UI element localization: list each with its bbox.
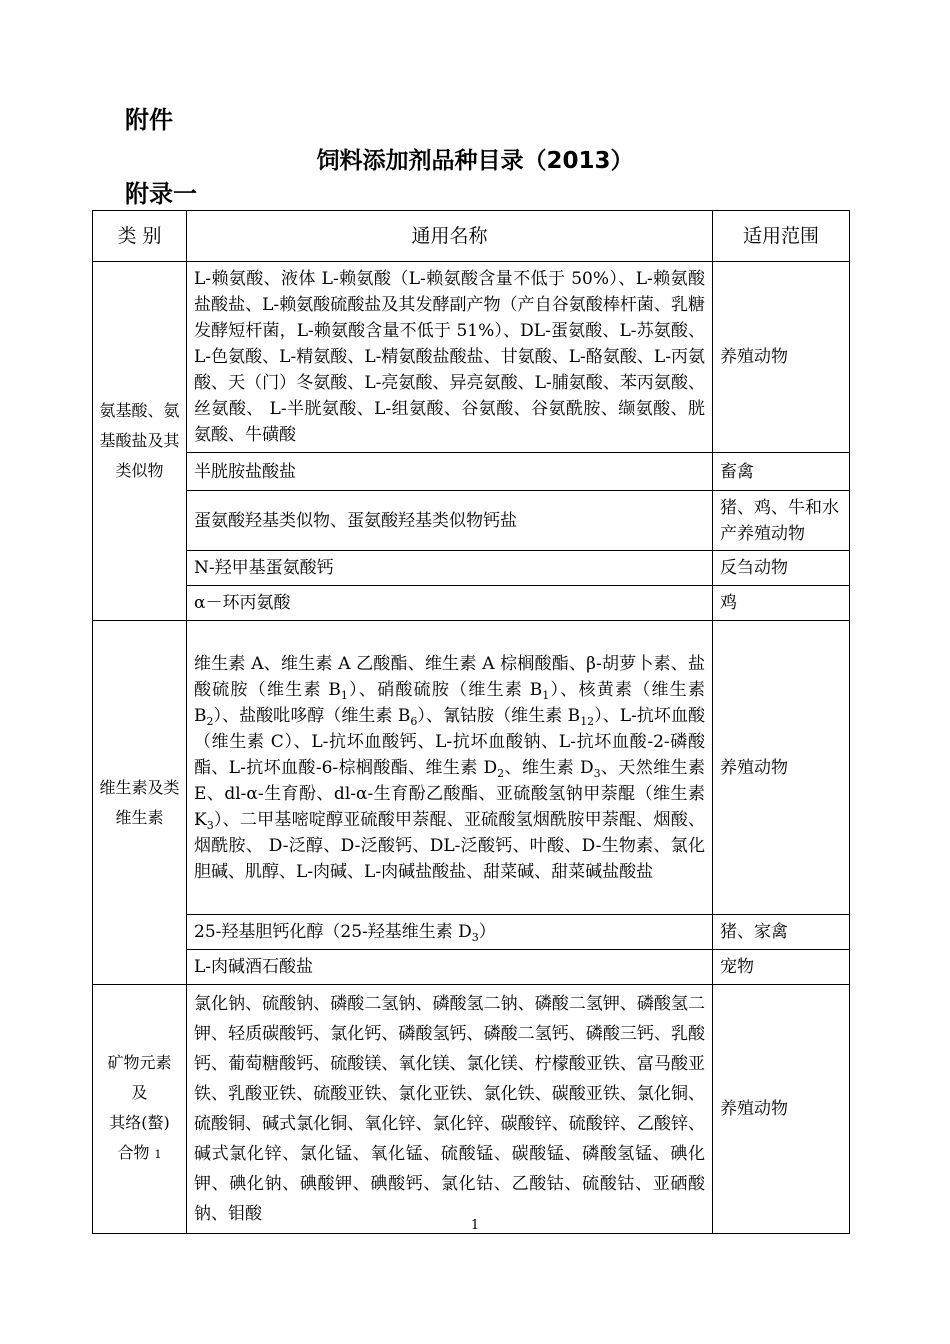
footnote-mark: 1 [154,1148,162,1161]
scope-cell: 猪、鸡、牛和水产养殖动物 [713,491,850,551]
scope-cell: 反刍动物 [713,551,850,586]
scope-cell: 猪、家禽 [713,915,850,950]
additive-catalog-table [92,210,850,1234]
category-vitamins: 维生素及类维生素 [93,621,187,985]
attachment-label: 附件 [125,106,173,134]
common-name-cell: 半胱胺盐酸盐 [187,453,713,491]
header-category: 类 别 [93,211,187,262]
common-name-cell: 维生素 A、维生素 A 乙酸酯、维生素 A 棕榈酸酯、β-胡萝卜素、盐酸硫胺（维生素 $B_1$）、硝酸硫胺（维生素 $B_1$）、核黄素（维生素 $B_2$）、盐酸吡哆醇（维生素 $B_6$）、氰钴胺（维生素 $B_{12}$）、L-抗坏血酸（维生素 C）、L-抗坏血酸钙、L-抗坏血酸钠、L-抗坏血酸-2-磷酸酯、L-抗坏血酸-6-棕榈酸酯、维生素 $D_2$、维生素 $D_3$、天然维生素 E、dl-α-生育酚、dl-α-生育酚乙酸酯、亚硫酸氢钠甲萘醌（维生素 $K_3$）、二甲基嘧啶醇亚硫酸甲萘醌、亚硫酸氢烟酰胺甲萘醌、烟酸、烟酰胺、 D-泛醇、D-泛酸钙、DL-泛酸钙、叶酸、D-生物素、氯化胆碱、肌醇、L-肉碱、L-肉碱盐酸盐、甜菜碱、甜菜碱盐酸盐 [187,621,713,915]
common-name-cell: L-赖氨酸、液体 L-赖氨酸（L-赖氨酸含量不低于 50%）、L-赖氨酸盐酸盐、L-赖氨酸硫酸盐及其发酵副产物（产自谷氨酸棒杆菌、乳糖发酵短杆菌，L-赖氨酸含量不低于 51%）、DL-蛋氨酸、L-苏氨酸、L-色氨酸、L-精氨酸、L-精氨酸盐酸盐、甘氨酸、L-酪氨酸、L-丙氨酸、天（门）冬氨酸、L-亮氨酸、异亮氨酸、L-脯氨酸、苯丙氨酸、丝氨酸、 L-半胱氨酸、L-组氨酸、谷氨酸、谷氨酰胺、缬氨酸、胱氨酸、牛磺酸 [187,262,713,453]
common-name-cell: 氯化钠、硫酸钠、磷酸二氢钠、磷酸氢二钠、磷酸二氢钾、磷酸氢二钾、轻质碳酸钙、氯化钙、磷酸氢钙、磷酸二氢钙、磷酸三钙、乳酸钙、葡萄糖酸钙、硫酸镁、氧化镁、氯化镁、柠檬酸亚铁、富马酸亚铁、乳酸亚铁、硫酸亚铁、氯化亚铁、氯化铁、碳酸亚铁、氯化铜、硫酸铜、碱式氯化铜、氧化锌、氯化锌、碳酸锌、硫酸锌、乙酸锌、碱式氯化锌、氯化锰、氧化锰、硫酸锰、碳酸锰、磷酸氢锰、碘化钾、碘化钠、碘酸钾、碘酸钙、氯化钴、乙酸钴、硫酸钴、亚硒酸钠、钼酸 [187,985,713,1234]
header-common-name: 通用名称 [187,211,713,262]
scope-cell: 宠物 [713,950,850,985]
common-name-cell: 25-羟基胆钙化醇（25-羟基维生素 $D_3$） [187,915,713,950]
scope-cell: 养殖动物 [713,262,850,453]
table-header-row [93,211,850,262]
scope-cell: 畜禽 [713,453,850,491]
common-name-cell: N-羟甲基蛋氨酸钙 [187,551,713,586]
table-row [93,950,850,985]
table-row [93,491,850,551]
common-name-cell: α－环丙氨酸 [187,586,713,621]
table-row [93,453,850,491]
common-name-cell: L-肉碱酒石酸盐 [187,950,713,985]
category-minerals: 矿物元素 及 其络(螯) 合物 1 [93,985,187,1234]
document-title: 饲料添加剂品种目录（2013） [316,148,634,174]
appendix-label: 附录一 [125,180,197,208]
header-scope: 适用范围 [713,211,850,262]
table-row [93,915,850,950]
scope-cell: 养殖动物 [713,621,850,915]
common-name-cell: 蛋氨酸羟基类似物、蛋氨酸羟基类似物钙盐 [187,491,713,551]
table-row [93,586,850,621]
scope-cell: 鸡 [713,586,850,621]
table-row [93,985,850,1234]
table-row [93,262,850,453]
table-row [93,551,850,586]
table-row [93,621,850,915]
page-number: 1 [470,1218,480,1233]
scope-cell: 养殖动物 [713,985,850,1234]
category-amino-acids: 氨基酸、氨基酸盐及其类似物 [93,262,187,621]
